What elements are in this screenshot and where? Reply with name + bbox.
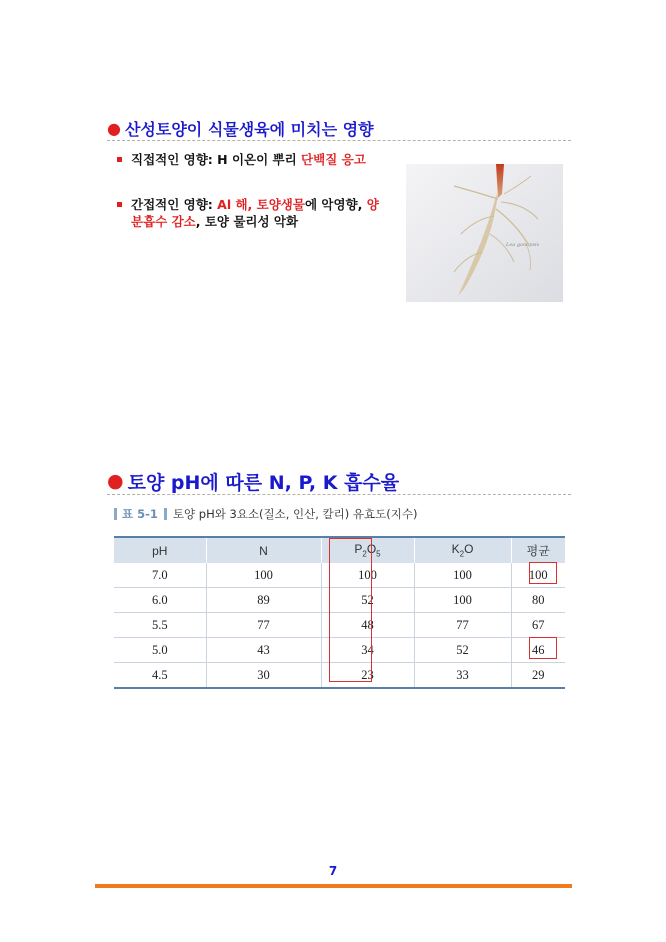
item-highlight: 토양생물 (256, 197, 305, 212)
section-title: 토양 pH에 따른 N, P, K 흡수율 (127, 472, 400, 494)
item-text: 에 악영향, (304, 197, 367, 212)
list-item-indirect-effect (117, 196, 387, 230)
root-damage-photo (406, 164, 563, 302)
list-item-direct-effect (117, 151, 387, 168)
cell-ph: 4.5 (114, 663, 206, 689)
square-bullet-icon (117, 202, 122, 207)
header-k2o: $K_2O$ (414, 537, 511, 563)
cell-n: 77 (206, 613, 321, 638)
cell-p2o5: 23 (321, 663, 414, 689)
item-highlight: Al 해 (217, 197, 248, 212)
cell-p2o5: 34 (321, 638, 414, 663)
item-suffix: , 토양 물리성 악화 (195, 214, 299, 229)
table-caption (114, 506, 417, 522)
cell-n: 100 (206, 563, 321, 588)
cell-k2o: 52 (414, 638, 511, 663)
section-heading-ph-npk (107, 468, 399, 495)
root-illustration (406, 164, 563, 302)
square-bullet-icon (117, 157, 122, 162)
header-p2o5: $P_2O_5$ (321, 537, 414, 563)
cell-k2o: 100 (414, 563, 511, 588)
cell-ph: 6.0 (114, 588, 206, 613)
section-heading-acid-soil (107, 117, 374, 140)
cell-n: 43 (206, 638, 321, 663)
cell-average: 67 (511, 613, 565, 638)
cell-ph: 5.0 (114, 638, 206, 663)
highlight-box-average-5 (529, 637, 557, 659)
cell-k2o: 33 (414, 663, 511, 689)
cell-average: 80 (511, 588, 565, 613)
item-highlight: 단백질 응고 (301, 152, 366, 167)
footer-bar (95, 884, 572, 888)
header-average: 평균 (511, 537, 565, 563)
cell-n: 89 (206, 588, 321, 613)
bullet-dot-icon: ● (107, 118, 121, 138)
item-text: 직접적인 영향: H 이온이 뿌리 (131, 152, 302, 167)
cell-p2o5: 48 (321, 613, 414, 638)
cell-n: 30 (206, 663, 321, 689)
effects-list (117, 151, 387, 230)
bullet-dot-icon: ● (107, 470, 124, 492)
item-text: 간접적인 영향: (131, 197, 218, 212)
page-number: 7 (328, 864, 338, 878)
header-ph: pH (114, 537, 206, 563)
cell-average: 29 (511, 663, 565, 689)
dashed-divider (107, 140, 571, 141)
cell-k2o: 77 (414, 613, 511, 638)
dashed-divider (107, 494, 571, 495)
item-separator: , (247, 197, 257, 212)
caption-text: 토양 pH와 3요소(질소, 인산, 칼리) 유효도(지수) (172, 507, 418, 521)
caption-label: 표 5-1 (122, 507, 158, 521)
caption-bar-icon (114, 508, 117, 520)
photo-caption: Lea gonopsis (506, 242, 540, 248)
header-n: N (206, 537, 321, 563)
cell-ph: 7.0 (114, 563, 206, 588)
cell-p2o5: 100 (321, 563, 414, 588)
highlight-box-average-7 (529, 562, 557, 584)
cell-k2o: 100 (414, 588, 511, 613)
cell-average: 100 (511, 563, 565, 588)
highlight-box-p2o5-column (329, 538, 372, 682)
cell-p2o5: 52 (321, 588, 414, 613)
section-title: 산성토양이 식물생육에 미치는 영향 (124, 120, 374, 139)
caption-bar-icon (164, 508, 167, 520)
item-highlight: 양분흡수 감소 (131, 197, 379, 229)
cell-average: 46 (511, 638, 565, 663)
cell-ph: 5.5 (114, 613, 206, 638)
